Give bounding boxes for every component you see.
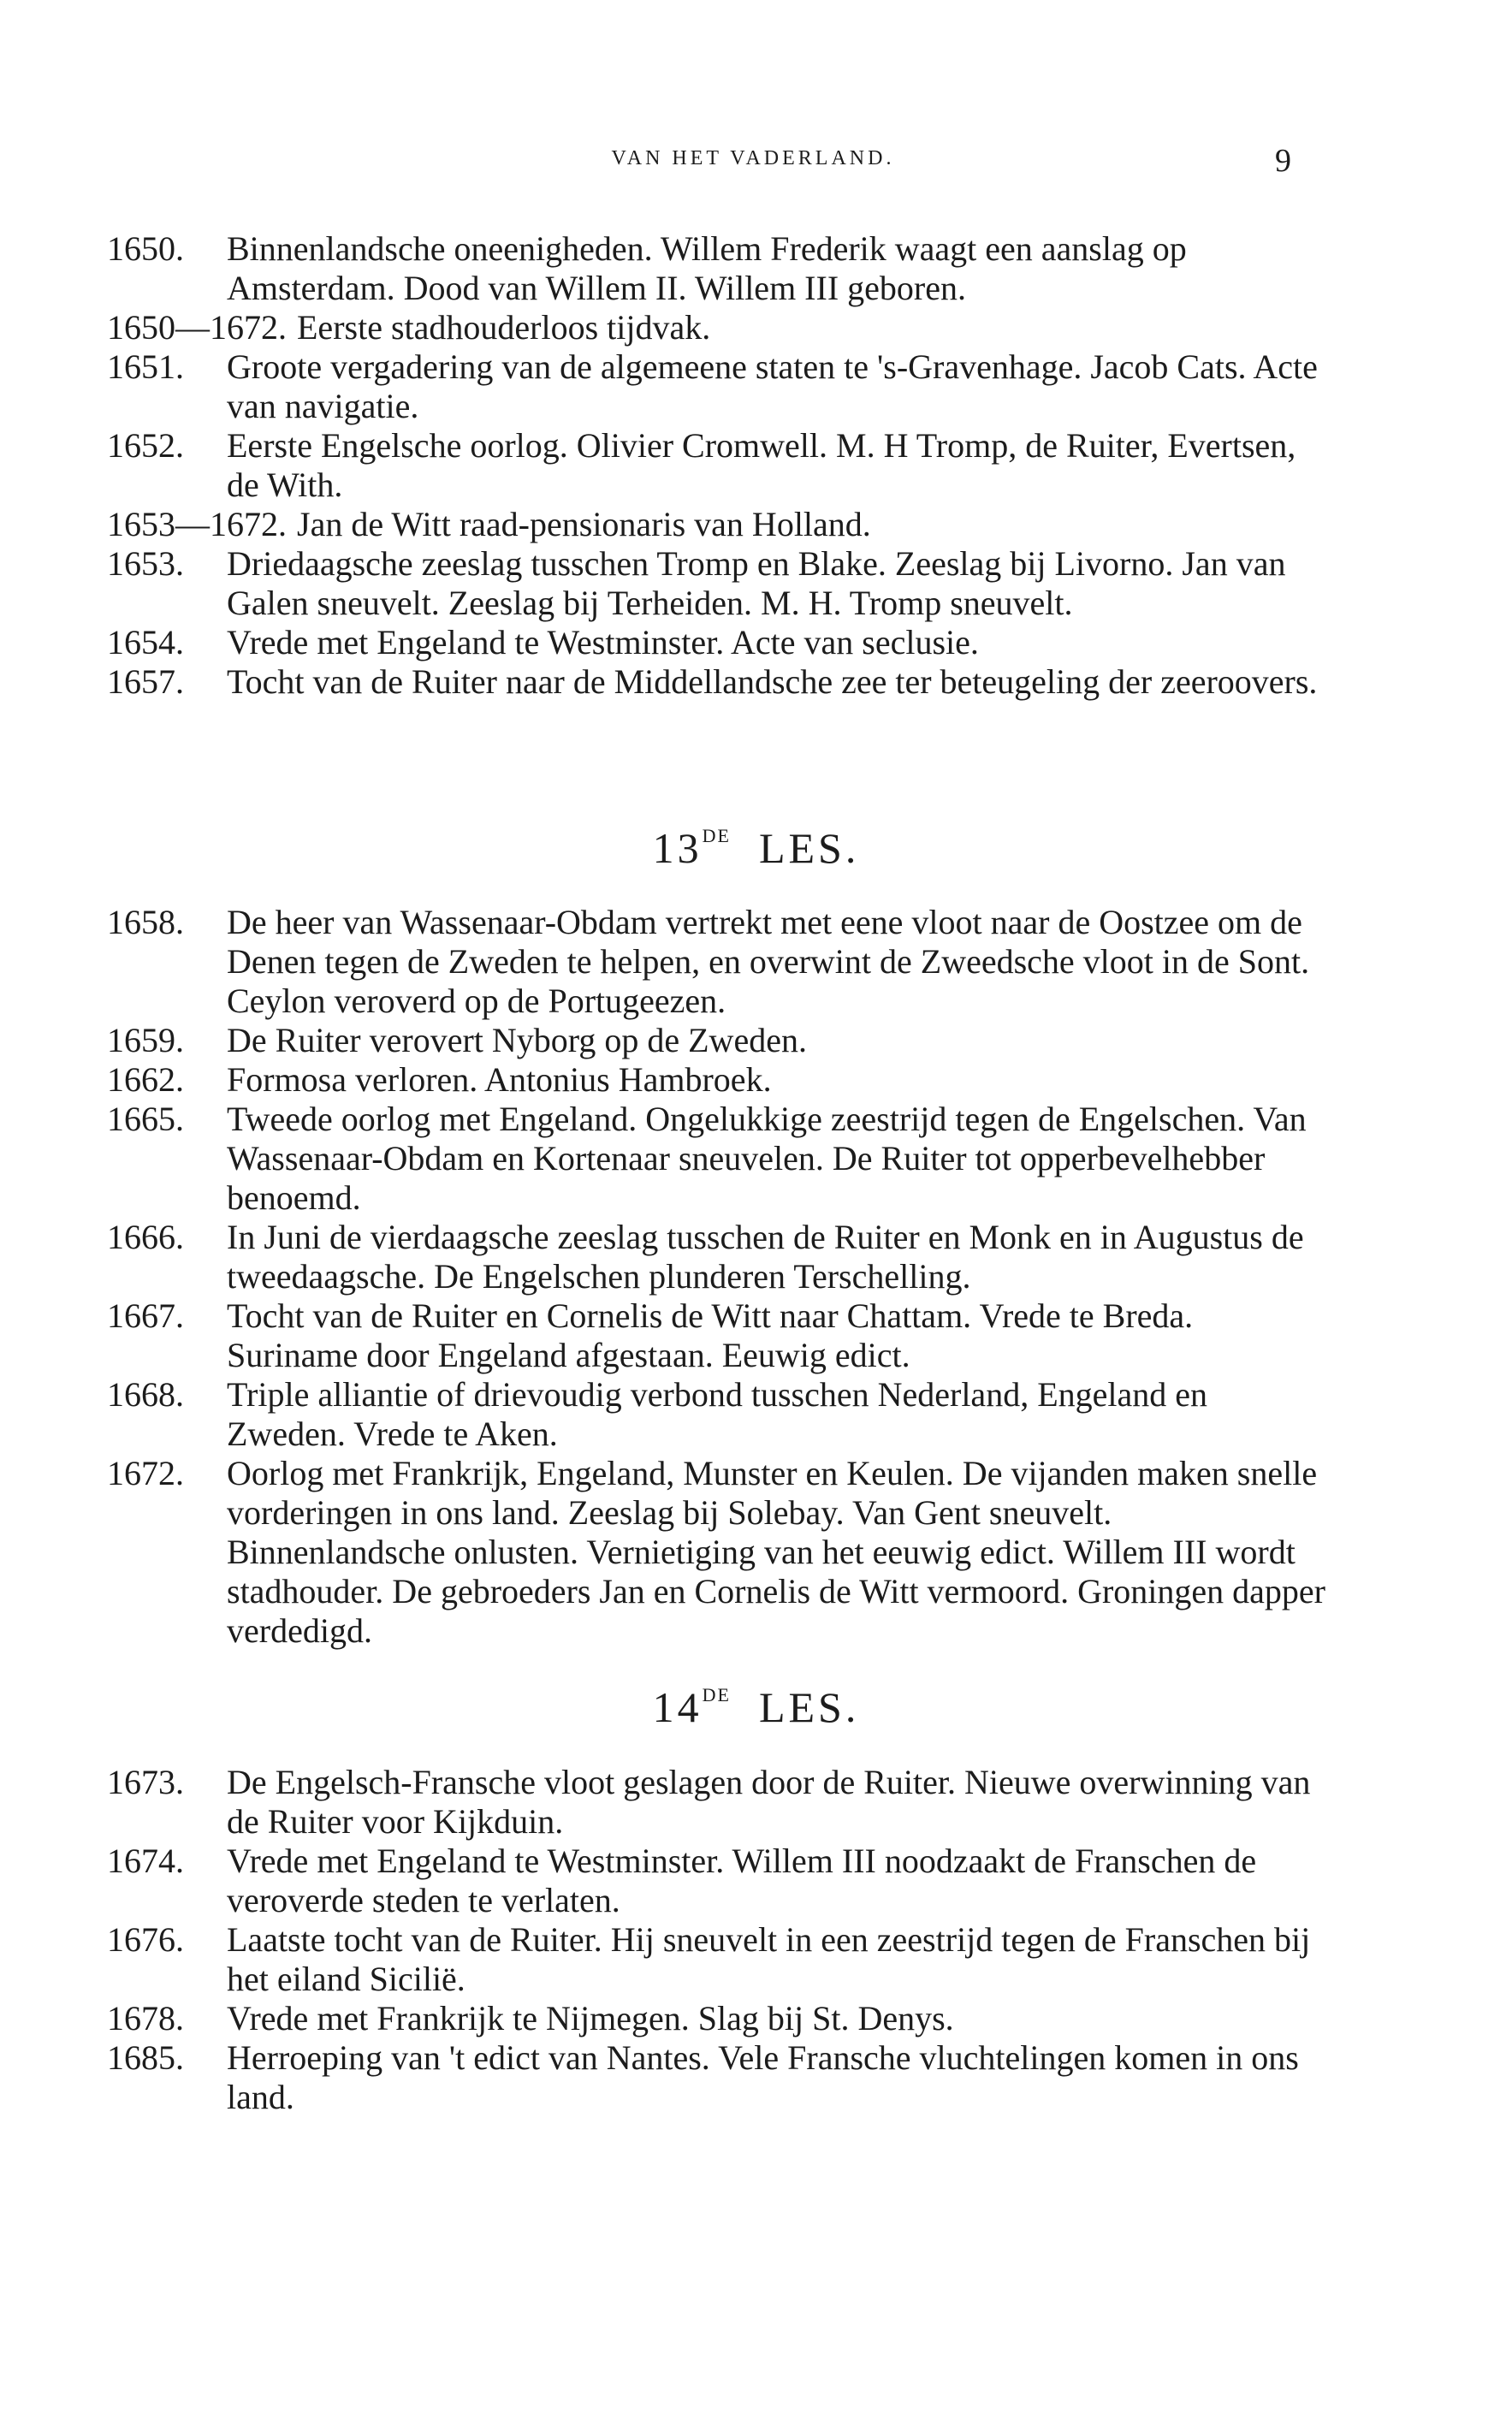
chronology-entry [107,426,1331,505]
lesson-number: 14 [652,1683,703,1731]
chronology-entry [107,1218,1331,1296]
entry-year: 1653—1672. [107,505,287,543]
chronology-entry [107,623,1331,662]
entry-year: 1657. [107,662,184,701]
chronology-entry [107,1296,1331,1375]
chronology-section-3 [107,1763,1331,2117]
entry-text: Binnenlandsche oneenigheden. Willem Frederik waagt een aanslag op Amsterdam. Dood van Willem II. Willem III geboren. [227,229,1187,307]
lesson-number: 13 [652,824,703,872]
entry-year: 1676. [107,1920,184,1959]
entry-year: 1654. [107,623,184,661]
chronology-entry [107,1021,1331,1060]
entry-text: Jan de Witt raad-pensionaris van Holland. [297,505,871,543]
chronology-entry [107,662,1331,702]
entry-year: 1667. [107,1296,184,1335]
entry-year: 1685. [107,2038,184,2077]
chronology-entry [107,1999,1331,2038]
chronology-entry [107,1454,1331,1651]
entry-text: Tweede oorlog met Engeland. Ongelukkige zeestrijd tegen de Engelschen. Van Wassenaar-Obdam en Kortenaar sneuvelen. De Ruiter tot opperbevelhebber benoemd. [227,1100,1307,1217]
chronology-entry [107,1060,1331,1100]
entry-text: Oorlog met Frankrijk, Engeland, Munster en Keulen. De vijanden maken snelle vorderingen in ons land. Zeeslag bij Solebay. Van Gent sneuvelt. Binnenlandsche onlusten. Vernietiging van het eeuwig edict. Willem III wordt stadhouder. De gebroeders Jan en Cornelis de Witt vermoord. Groningen dapper verdedigd. [227,1454,1325,1650]
entry-text: Vrede met Engeland te Westminster. Willem III noodzaakt de Franschen de veroverde steden te verlaten. [227,1842,1257,1919]
entry-text: Triple alliantie of drievoudig verbond tusschen Nederland, Engeland en Zweden. Vrede te Aken. [227,1375,1207,1453]
entry-year: 1658. [107,903,184,941]
chronology-entry [107,308,1331,347]
entry-text: De Engelsch-Fransche vloot geslagen door de Ruiter. Nieuwe overwinning van de Ruiter voor Kijkduin. [227,1763,1311,1841]
entry-year: 1653. [107,544,184,583]
entry-year: 1668. [107,1375,184,1414]
entry-year: 1659. [107,1021,184,1059]
page-number: 9 [1275,143,1291,179]
entry-year: 1672. [107,1454,184,1492]
entry-text: Driedaagsche zeeslag tusschen Tromp en Blake. Zeeslag bij Livorno. Jan van Galen sneuvelt. Zeeslag bij Terheiden. M. H. Tromp sneuvelt. [227,544,1286,622]
chronology-entry [107,544,1331,623]
entry-year: 1650. [107,229,184,268]
entry-text: In Juni de vierdaagsche zeeslag tusschen de Ruiter en Monk en in Augustus de tweedaagsche. De Engelschen plunderen Terschelling. [227,1218,1304,1296]
entry-text: De heer van Wassenaar-Obdam vertrekt met eene vloot naar de Oostzee om de Denen tegen de Zweden te helpen, en overwint de Zweedsche vloot in de Sont. Ceylon veroverd op de Portugeezen. [227,903,1310,1020]
entry-year: 1652. [107,426,184,465]
entry-year: 1674. [107,1842,184,1880]
entry-year: 1651. [107,347,184,386]
chronology-entry [107,229,1331,308]
chronology-section-1 [107,229,1331,702]
entry-text: Herroeping van 't edict van Nantes. Vele Fransche vluchtelingen komen in ons land. [227,2038,1299,2116]
chronology-entry [107,903,1331,1021]
entry-year: 1662. [107,1060,184,1099]
chronology-entry [107,1920,1331,1999]
entry-year: 1673. [107,1763,184,1801]
running-title: VAN HET VADERLAND. [611,147,895,169]
entry-text: Laatste tocht van de Ruiter. Hij sneuvelt in een zeestrijd tegen de Franschen bij het eiland Sicilië. [227,1920,1311,1998]
chronology-entry [107,1842,1331,1920]
lesson-14-heading [0,1682,1512,1732]
chronology-entry [107,2038,1331,2117]
entry-text: Eerste Engelsche oorlog. Olivier Cromwell. M. H Tromp, de Ruiter, Evertsen, de With. [227,426,1296,504]
entry-text: Eerste stadhouderloos tijdvak. [297,308,711,347]
entry-text: De Ruiter verovert Nyborg op de Zweden. [227,1021,807,1059]
entry-text: Vrede met Engeland te Westminster. Acte van seclusie. [227,623,979,661]
chronology-entry [107,347,1331,426]
entry-year: 1666. [107,1218,184,1256]
entry-text: Vrede met Frankrijk te Nijmegen. Slag bij St. Denys. [227,1999,954,2037]
entry-year: 1678. [107,1999,184,2037]
lesson-title: LES. [758,1683,860,1731]
entry-year: 1665. [107,1100,184,1138]
entry-text: Tocht van de Ruiter naar de Middellandsche zee ter beteugeling der zeeroovers. [227,662,1318,701]
chronology-entry [107,1763,1331,1842]
lesson-title: LES. [758,824,860,872]
entry-year: 1650—1672. [107,308,287,347]
chronology-entry [107,1375,1331,1454]
entry-text: Formosa verloren. Antonius Hambroek. [227,1060,772,1099]
chronology-entry [107,505,1331,544]
lesson-ordinal-suffix: DE [702,1684,731,1705]
chronology-entry [107,1100,1331,1218]
entry-text: Groote vergadering van de algemeene staten te 's-Gravenhage. Jacob Cats. Acte van navigatie. [227,347,1318,425]
entry-text: Tocht van de Ruiter en Cornelis de Witt naar Chattam. Vrede te Breda. Suriname door Engeland afgestaan. Eeuwig edict. [227,1296,1194,1374]
lesson-13-heading [0,823,1512,873]
chronology-section-2 [107,903,1331,1651]
lesson-ordinal-suffix: DE [702,825,731,846]
